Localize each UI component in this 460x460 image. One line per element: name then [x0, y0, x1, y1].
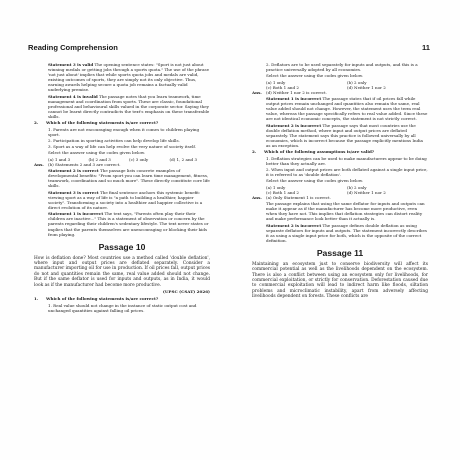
answer-text: (b) Statements 2 and 3 are correct. [48, 161, 121, 167]
exam-source: (UPSC (CSAT) 2026) [162, 289, 210, 295]
question-number: 2. [252, 149, 257, 155]
explanation-block [252, 123, 428, 148]
option: (d) 1, 2 and 3 [169, 156, 198, 162]
passage-text: Maintaining an ecosystem just to conserve biodiversity will affect its commercial potential as well as the livelihoods dependent on the ecosystem. There is also a conflict between using an ecosystem only for livelihoods, for commercial exploitation, or strictly for conservation. Deforestation caused due to commercial exploitation will lead to indirect harm like floods, siltation problems and microclimatic instability, apart from adversely affecting livelihoods dependent on forests. These conflicts are [252, 261, 428, 300]
question-item: 3. Sport as a way of life can help evolve the very nature of society itself. [48, 144, 197, 150]
answer-label: Ans. [34, 161, 44, 167]
question-item: 2. When input and output prices are both deflated against a single input price, it is referred to as 'double deflation'. [266, 167, 428, 178]
statement-label: Statement 2 is incorrect [266, 222, 322, 228]
statement-block [34, 62, 210, 92]
running-title: Reading Comprehension [28, 43, 118, 52]
passage-heading: Passage 10 [98, 241, 146, 252]
left-column [34, 62, 210, 314]
statement-label: Statement 3 is valid [48, 62, 94, 67]
statement-label: Statement 2 is correct [48, 168, 99, 174]
option: (c) Both 1 and 2 [266, 84, 299, 90]
question-item: 2. Participation in sporting activities can help develop life skills. [48, 138, 180, 144]
page-header [28, 43, 430, 55]
answer-text: (d) Neither 1 nor 2 is correct. [266, 89, 327, 95]
option: (d) Neither 1 nor 2 [347, 189, 386, 195]
option: (a) 1 only [266, 184, 286, 190]
statement-label: Statement 1 is incorrect [266, 96, 322, 102]
option: (a) 1 only [266, 79, 286, 85]
statement-text: The passage says that most countries use the double deflation method, where input and output prices are deflated separately. The statement says this practice is followed universally by all economies, which is incorrect because the passage explicitly mentions India as an exception. [266, 122, 423, 148]
page-number: 11 [421, 43, 430, 52]
statement-text: The passage explains that using the same deflator for inputs and outputs can make it appear as if the manufacturer has become more productive, even when they have not. This implies that deflation strategies can distort reality and make performance look better than it actually is. [266, 201, 425, 222]
question-text: Which of the following assumptions is/are valid? [264, 149, 375, 155]
explanation-block [34, 190, 210, 210]
statement-label: Statement 1 is incorrect [48, 211, 104, 217]
option: (a) 1 and 3 [48, 156, 71, 162]
statement-text: The text says, "Parents often play their their children are inactive..." This is a statement of observation or concern by the parents regarding their children's sedentary lifestyle. The text never states or implies that the parents themselves are unencouraging or blocking their kids from playing. [48, 211, 209, 237]
statement-text: The passage notes that you learn teamwork, time management and coordination from sports. These are classic, foundational professional and behavioural skills valued in the corporate sector. Saying they cannot be learnt directly contradicts the text's emphasis on these transferable skills. [48, 93, 210, 119]
statement-text: The passage states that if oil prices fall while output prices remain unchanged and quantities also remain the same, real value added should not change. However, the statement uses the term real value, whereas the passage specifically refers to real value added. Since these are not identical economic concepts, the statement is not strictly correct. [266, 96, 428, 122]
option: (b) 2 and 3 [88, 156, 111, 162]
passage-heading: Passage 11 [316, 247, 364, 258]
option: (d) Neither 1 nor 2 [347, 84, 386, 90]
option: (b) 2 only [347, 79, 367, 85]
option: (c) Both 1 and 2 [266, 189, 299, 195]
question-number: 2. [34, 120, 39, 126]
question-item: 1. Real value should not change in the instance of static output cost and unchanged quantities against falling oil prices. [48, 302, 197, 313]
statement-text: The passage lists concrete examples of developmental benefits: "From sport you can learn time management, fitness, teamwork, coordination and so much more". These directly constitute core life skills. [48, 168, 210, 189]
answer-label: Ans. [252, 89, 262, 95]
statement-text: The opening sentence states: "Sport is not just about winning medals or getting jobs through a sports quota." The use of the phrase 'not just about' implies that while sports quota jobs and medals are valid, existing outcomes of sports, they are simply not its only objective. Thus, earning awards helping secure a quota job remains a factually valid underlying premise. [48, 62, 209, 93]
answer-label: Ans. [252, 194, 262, 200]
option: (b) 2 only [347, 184, 367, 190]
statement-label: Statement 3 is correct [48, 189, 99, 195]
question-item: 1. Parents are not encouraging enough when it comes to children playing sport. [48, 126, 200, 137]
answer [34, 162, 210, 167]
question [34, 120, 210, 125]
statement-label: Statement 2 is incorrect [266, 122, 322, 128]
statement-label: Statement 4 is invalid [48, 93, 98, 99]
right-column [252, 62, 428, 300]
answer [252, 90, 428, 95]
question [252, 149, 428, 154]
explanation-block [252, 96, 428, 121]
question [34, 296, 210, 301]
explanation-block [34, 211, 210, 236]
question-text: Which of the following statements is/are correct? [46, 296, 159, 302]
passage-text: How is deflation done? Most countries use a method called 'double deflation', where input and output prices are deflated separately. Consider a manufacturer importing oil for use in production. If oil prices fall, output prices do not and quantities remain the same, real value added should not change. But if the same deflator is used for inputs and outputs, as in India, it would look as if the manufacturer had become more productive. [34, 255, 210, 288]
question-item: 1. Deflation strategies can be used to make manufacturers appear to be doing better than they actually are. [266, 155, 427, 166]
option: (c) 3 only [129, 156, 149, 162]
statement-block [34, 94, 210, 119]
answer-text: (a) Only Statement 1 is correct. [266, 194, 331, 200]
instruction: Select the answer using the codes given below. [266, 73, 363, 79]
question-item: 2. Deflators are to be used separately for inputs and outputs, and this is a practice universally adopted by all economies. [266, 62, 418, 73]
question-text: Which of the following statements is/are correct? [46, 120, 159, 126]
instruction: Select the answer using the codes given below. [48, 150, 145, 156]
question-number: 1. [34, 296, 39, 302]
answer [252, 195, 428, 200]
explanation-block [252, 201, 428, 221]
explanation-block [252, 223, 428, 243]
statement-text: The passage defines double deflation as using separate deflators for inputs and outputs. The statement incorrectly describes it as using a single input price for both, which is the opposite of the correct definition. [266, 222, 427, 243]
statement-text: The final sentence anchors this systemic benefit: viewing sport as a way of life is "a path to building a healthier, happier society". Transforming a society into a healthier and happier collective is a direct evolution of its nature. [48, 189, 203, 210]
explanation-block [34, 168, 210, 188]
instruction: Select the answer using the codes given below. [266, 178, 363, 184]
